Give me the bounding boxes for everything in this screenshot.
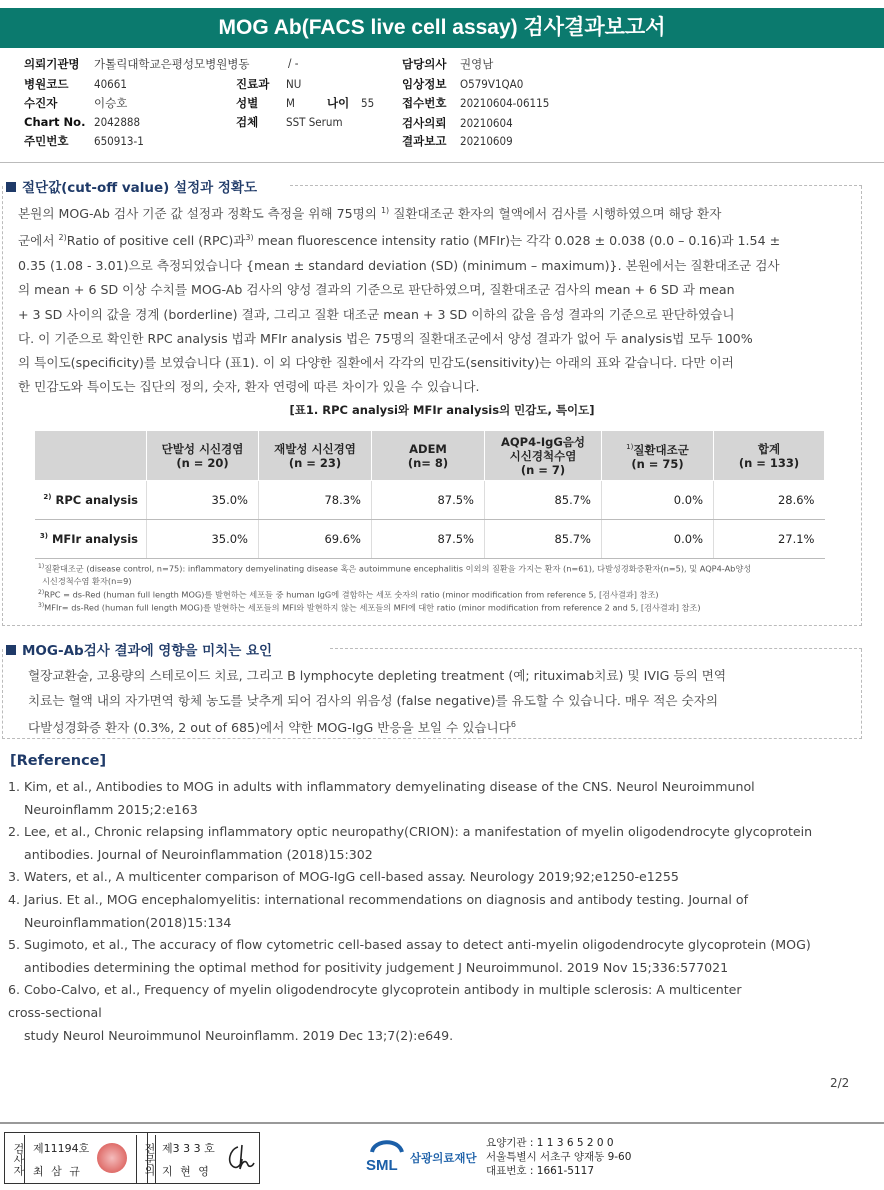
field-value: 이승호 <box>94 96 128 110</box>
patient-info <box>0 50 884 163</box>
contact-line: 서울특별시 서초구 양재동 9-60 <box>486 1151 632 1163</box>
reviewer-seal-box <box>132 1132 260 1184</box>
field-label: 검사의뢰 <box>402 116 447 130</box>
patient-field <box>236 95 295 111</box>
reference-line: study Neurol Neuroimmunol Neuroinflamm. 2019 Dec 13;7(2):e649. <box>24 1027 454 1043</box>
contact-line: 대표번호 : 1661-5117 <box>486 1165 595 1177</box>
table-cell: 27.1% <box>714 520 825 559</box>
patient-field <box>24 56 250 72</box>
field-value: 55 <box>361 96 375 110</box>
field-value: 가톨릭대학교은평성모병원병동 <box>94 57 250 71</box>
field-label: 병원코드 <box>24 77 69 91</box>
contact-line: 요양기관 : 1 1 3 6 5 2 0 0 <box>486 1137 614 1149</box>
text-line: + 3 SD 사이의 값을 경계 (borderline) 결과, 그리고 질환 대조군 mean + 3 SD 이하의 값을 음성 결과의 기준으로 판단하였습니 <box>18 306 735 322</box>
footnote: $^{3)}$MFIr= ds-Red (human full length MOG)를 발현하는 세포들의 MFI와 발현하지 않는 세포들의 MFI에 대한 ratio (minor modification from reference 2 and 5, [검사결과] 참조) <box>38 602 701 614</box>
field-value: 권영남 <box>460 57 494 71</box>
patient-field <box>24 115 140 129</box>
text-line: 군에서 $^{2)}$Ratio of positive cell (RPC)과$^{3)}$ mean fluorescence intensity ratio (MFIr)는 각각 0.028 ± 0.038 (0.0 – 0.16)과 1.54 ± <box>18 233 781 249</box>
patient-field <box>288 56 299 70</box>
table-cell: 78.3% <box>259 481 372 520</box>
sensitivity-table <box>34 430 825 559</box>
field-value: / - <box>288 56 299 70</box>
table-header-cell: $^{1)}$질환대조군 (n = 75) <box>602 431 714 481</box>
reference-line: 4. Jarius. Et al., MOG encephalomyelitis: international recommendations on diagnosis and antibody testing. Journal of <box>8 891 749 907</box>
checker-seal-box <box>4 1132 148 1184</box>
section-heading-text: 절단값(cut-off value) 설정과 정확도 <box>22 180 257 196</box>
field-value: SST Serum <box>286 115 343 129</box>
reference-line: Neuroinflammation(2018)15:134 <box>24 914 232 930</box>
cutoff-paragraph <box>18 199 780 400</box>
field-label: 진료과 <box>236 77 270 91</box>
field-label: Chart No. <box>24 115 86 129</box>
field-value: 40661 <box>94 77 127 91</box>
reviewer-number: 제3 3 3 호 <box>162 1142 215 1155</box>
checker-label: 검사자 <box>5 1135 25 1183</box>
table-header-cell: 단발성 시신경염 (n = 20) <box>147 431 259 481</box>
section-divider <box>0 176 884 177</box>
table-cell: 85.7% <box>485 520 602 559</box>
field-value: 2042888 <box>94 115 141 129</box>
field-value: 20210604-06115 <box>460 96 550 110</box>
field-label: 검체 <box>236 115 259 129</box>
section-divider <box>0 639 884 640</box>
field-value: NU <box>286 77 302 91</box>
patient-field <box>402 133 513 149</box>
reference-line: 2. Lee, et al., Chronic relapsing inflammatory optic neuropathy(CRION): a manifestation of myelin oligodendrocyte glycoprotein <box>8 824 813 840</box>
handwritten-signature-icon <box>224 1141 256 1175</box>
patient-field <box>402 115 513 131</box>
table-cell: 0.0% <box>602 520 714 559</box>
field-label: 담당의사 <box>402 57 447 71</box>
field-label: 임상정보 <box>402 77 447 91</box>
factors-paragraph <box>28 664 726 741</box>
table-header-cell: 합계 (n = 133) <box>714 431 825 481</box>
patient-field <box>236 114 343 130</box>
footnote: 시신경척수염 환자(n=9) <box>42 575 132 586</box>
checker-name: 최 삼 규 <box>33 1165 82 1178</box>
page-number: 2/2 <box>830 1076 850 1090</box>
footnote: $^{2)}$RPC = ds-Red (human full length MOG)를 발현하는 세포들 중 human IgG에 결합하는 세포 숫자의 ratio (minor modification from reference 5, [검사결과] 참조) <box>38 588 659 600</box>
reference-line: 1. Kim, et al., Antibodies to MOG in adults with inflammatory demyelinating disease of the CNS. Neurol Neuroimmunol <box>8 779 755 794</box>
table-cell: 35.0% <box>147 520 259 559</box>
field-value: O579V1QA0 <box>460 77 524 91</box>
red-seal-stamp-icon <box>97 1143 127 1173</box>
table-cell: 87.5% <box>372 520 485 559</box>
row-label: $^{2)}$ RPC analysis <box>35 481 147 520</box>
reference-line: antibodies determining the optimal method for positivity judgement J Neuroimmunol. 2019 Nov 15;336:577021 <box>24 959 729 975</box>
patient-field <box>402 56 493 72</box>
table-header-cell: AQP4-IgG음성 시신경척수염 (n = 7) <box>485 431 602 481</box>
field-label: 나이 <box>327 96 350 110</box>
section-heading-text: MOG-Ab검사 결과에 영향을 미치는 요인 <box>22 643 273 659</box>
reference-line: 5. Sugimoto, et al., The accuracy of flow cytometric cell-based assay to detect anti-myelin oligodendrocyte glycoprotein (MOG) <box>8 937 811 953</box>
reference-heading: [Reference] <box>10 753 107 769</box>
text-line: 다. 이 기준으로 확인한 RPC analysis 법과 MFIr analysis 법은 75명의 질환대조군에서 양성 결과가 없어 두 analysis법 모두 100% <box>18 330 753 346</box>
text-line: 혈장교환술, 고용량의 스테로이드 치료, 그리고 B lymphocyte depleting treatment (예; rituximab치료) 및 IVIG 등의 면역 <box>28 668 727 683</box>
org-name: 삼광의료재단 <box>410 1151 477 1165</box>
table-row <box>35 481 825 520</box>
patient-field <box>402 95 549 111</box>
field-value: 20210609 <box>460 134 513 148</box>
reference-line: 3. Waters, et al., A multicenter comparison of MOG-IgG cell-based assay. Neurology 2019;92;e1250-e1255 <box>8 869 679 885</box>
text-line: 의 mean + 6 SD 이상 수치를 MOG-Ab 검사의 양성 결과의 기준으로 판단하였으며, 질환대조군 검사의 mean + 6 SD 과 mean <box>18 282 735 298</box>
table-header-cell: 재발성 시신경염 (n = 23) <box>259 431 372 481</box>
sml-logo-icon <box>364 1134 408 1180</box>
reference-line: Neuroinflamm 2015;2:e163 <box>24 801 198 817</box>
table-cell: 69.6% <box>259 520 372 559</box>
table-cell: 85.7% <box>485 481 602 520</box>
table-title: [표1. RPC analysi와 MFIr analysis의 민감도, 특이도] <box>289 403 595 417</box>
reference-line: 6. Cobo-Calvo, et al., Frequency of myelin oligodendrocyte glycoprotein antibody in multiple sclerosis: A multicenter <box>8 982 742 998</box>
checker-number: 제11194호 <box>33 1142 90 1155</box>
reference-list <box>8 776 812 1047</box>
row-label: $^{3)}$ MFIr analysis <box>35 520 147 559</box>
table-cell: 87.5% <box>372 481 485 520</box>
table-row <box>35 520 825 559</box>
patient-field <box>24 76 127 92</box>
patient-field <box>402 76 523 92</box>
field-label: 주민번호 <box>24 134 69 148</box>
reference-line: antibodies. Journal of Neuroinflammation (2018)15:302 <box>24 846 373 862</box>
logo-text: SML <box>366 1157 398 1174</box>
footer <box>0 1122 884 1190</box>
table-header-cell <box>35 431 147 481</box>
text-line: 다발성경화증 환자 (0.3%, 2 out of 685)에서 약한 MOG-IgG 반응을 보일 수 있습니다$^6$ <box>28 720 516 736</box>
text-line: 치료는 혈액 내의 자가면역 항체 농도를 낮추게 되어 검사의 위음성 (false negative)를 유도할 수 있습니다. 매우 적은 숫자의 <box>28 692 719 708</box>
field-label: 결과보고 <box>402 134 447 148</box>
table-cell: 28.6% <box>714 481 825 520</box>
table-cell: 0.0% <box>602 481 714 520</box>
patient-field <box>327 95 374 111</box>
patient-field <box>24 133 144 149</box>
text-line: 0.35 (1.08 - 3.01)으로 측정되었습니다 {mean ± standard deviation (SD) (minimum – maximum)}. 본원에서는 질환대조군 검사 <box>18 257 780 273</box>
text-line: 한 민감도와 특이도는 집단의 정의, 숫자, 환자 연령에 따른 차이가 있을 수 있습니다. <box>18 379 480 395</box>
patient-field <box>24 95 127 111</box>
table-header-cell: ADEM (n= 8) <box>372 431 485 481</box>
reviewer-label: 전문의 <box>136 1135 156 1183</box>
field-label: 성별 <box>236 96 259 110</box>
patient-field <box>236 76 301 92</box>
table-header-row <box>35 431 825 481</box>
reviewer-name: 지 현 영 <box>162 1165 211 1178</box>
field-label: 수진자 <box>24 96 58 110</box>
text-line: 본원의 MOG-Ab 검사 기준 값 설정과 정확도 측정을 위해 75명의 $^{1)}$ 질환대조군 환자의 혈액에서 검사를 시행하였으며 해당 환자 <box>18 206 722 222</box>
field-label: 의뢰기관명 <box>24 57 80 71</box>
table-footnotes <box>38 561 751 614</box>
field-value: M <box>286 96 295 110</box>
field-label: 접수번호 <box>402 96 447 110</box>
field-value: 650913-1 <box>94 134 144 148</box>
contact-info <box>486 1136 631 1178</box>
field-value: 20210604 <box>460 116 513 130</box>
text-line: 의 특이도(specificity)를 보였습니다 (표1). 이 외 다양한 질환에서 각각의 민감도(sensitivity)는 아래의 표와 같습니다. 다만 이러 <box>18 355 734 371</box>
reference-line: cross-sectional <box>8 1004 102 1020</box>
report-title: MOG Ab(FACS live cell assay) 검사결과보고서 <box>0 8 884 48</box>
footnote: $^{1)}$질환대조군 (disease control, n=75): inflammatory demyelinating disease 혹은 autoimmune encephalitis 이외의 질환을 가지는 환자 (n=61), 다발성경화증환자(n=5), 및 AQP4-Ab양성 <box>38 563 752 574</box>
table-cell: 35.0% <box>147 481 259 520</box>
